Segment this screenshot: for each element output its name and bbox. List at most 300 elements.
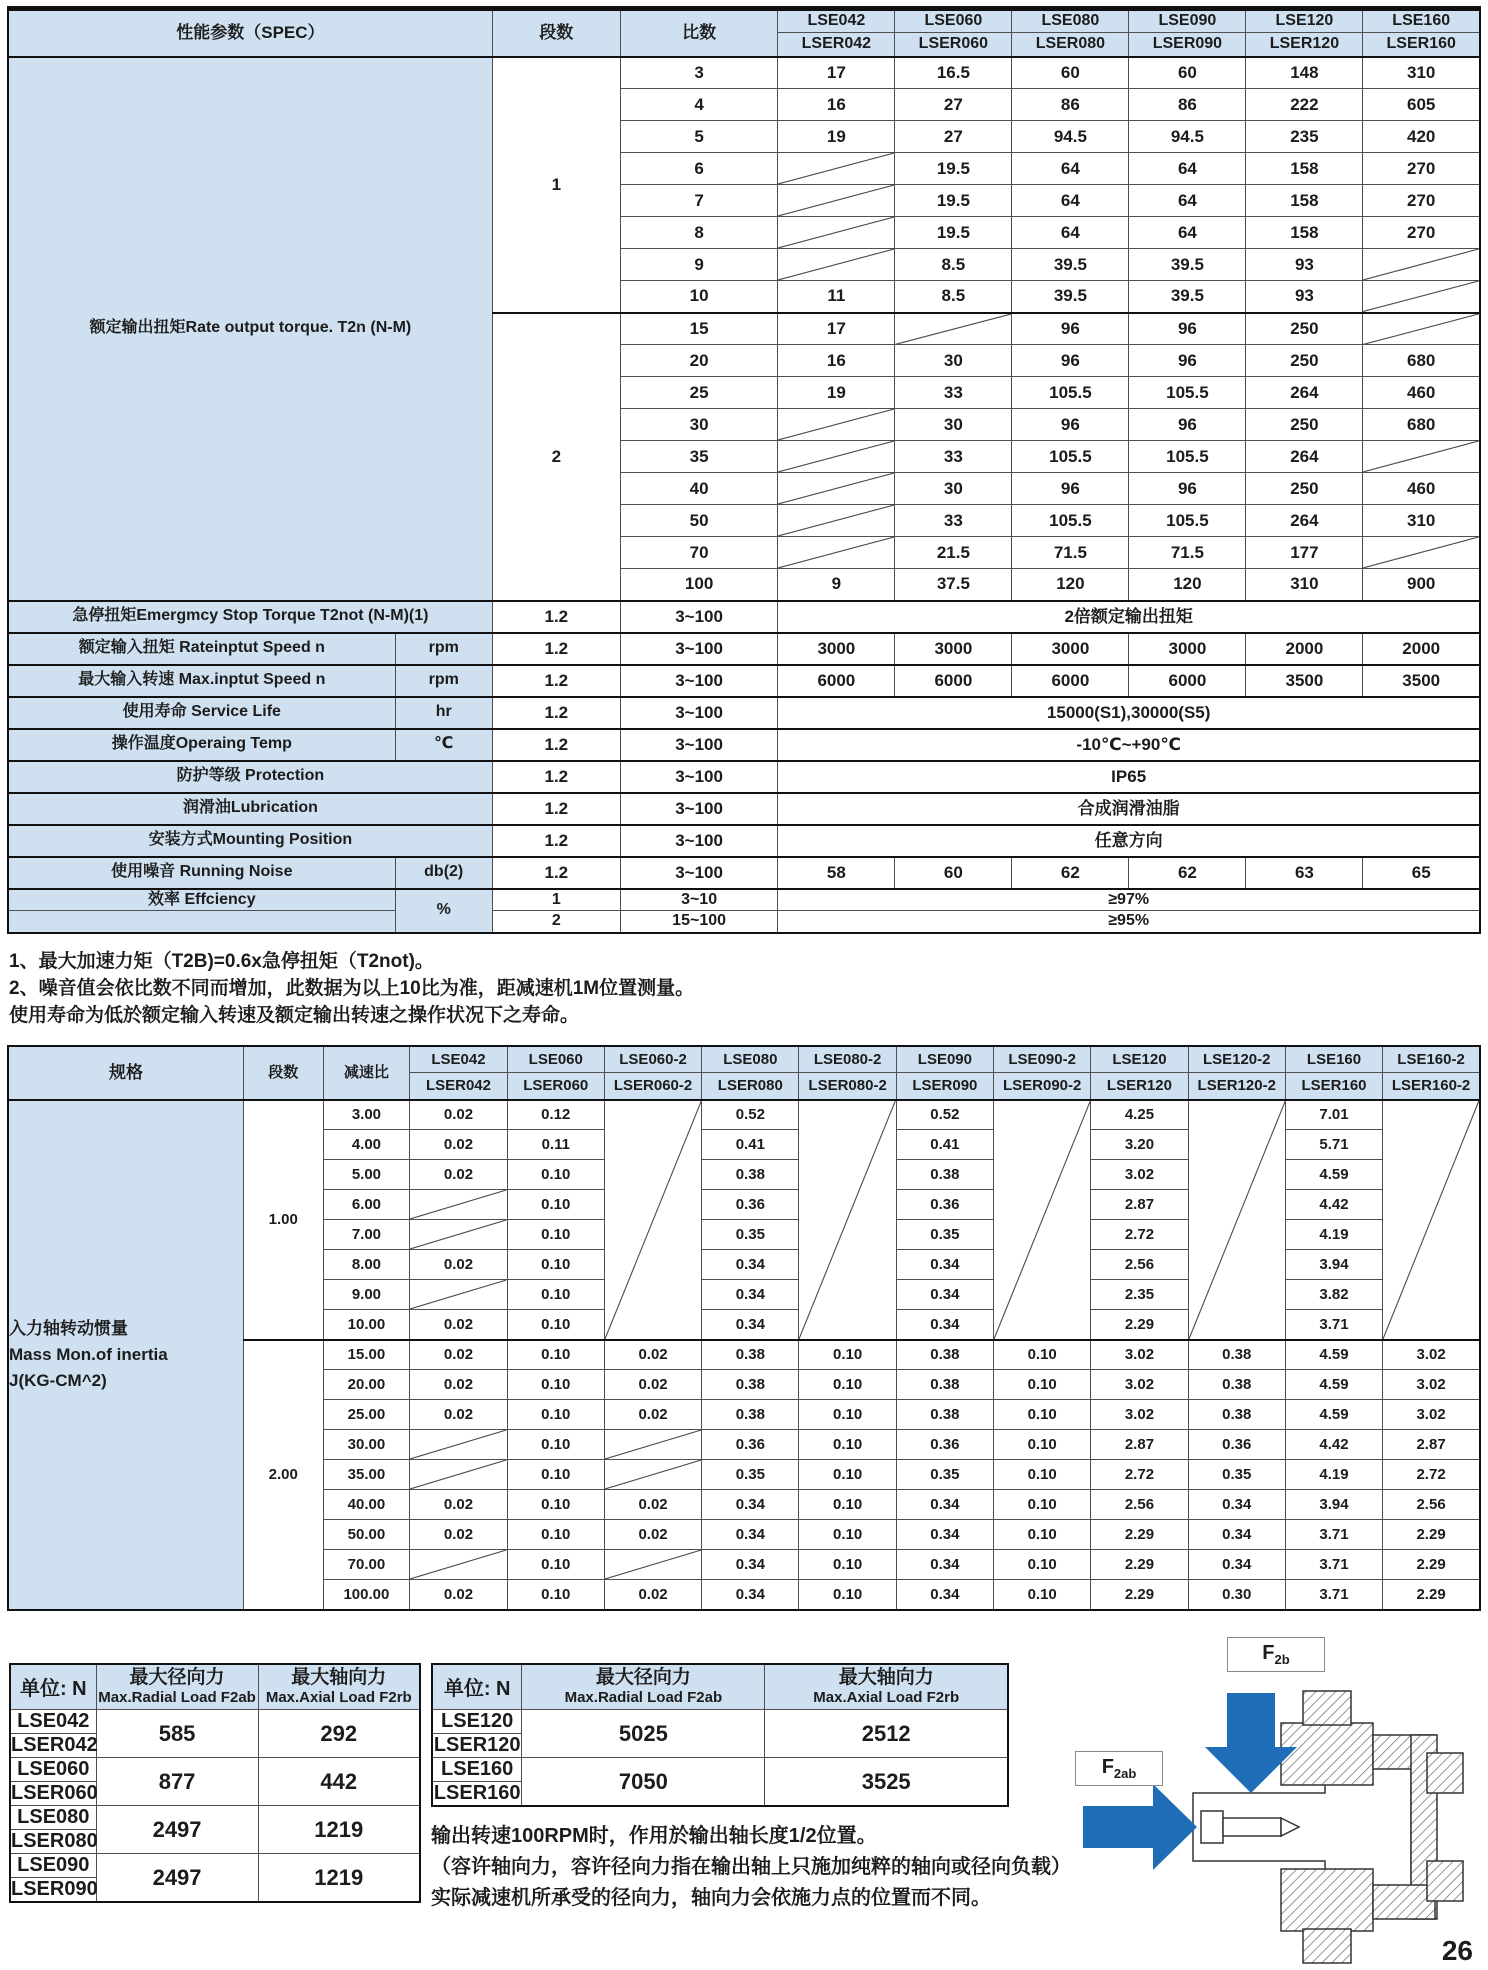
inertia-value: 0.10: [799, 1400, 896, 1430]
torque-value: 8.5: [895, 281, 1012, 313]
inertia-value: 0.38: [702, 1400, 799, 1430]
inertia-value: 0.34: [702, 1550, 799, 1580]
model-header: LSER080-2: [799, 1073, 896, 1100]
inertia-value: 2.87: [1383, 1430, 1480, 1460]
torque-value: 105.5: [1129, 441, 1246, 473]
torque-value: 158: [1246, 185, 1363, 217]
force-label-sub: 2ab: [1113, 1765, 1137, 1781]
torque-value: [1363, 313, 1480, 345]
header-en: Max.Radial Load F2ab: [564, 1689, 723, 1707]
inertia-value: 0.10: [507, 1430, 604, 1460]
load-table-small-frames: [9, 1663, 421, 1904]
ratio-value: 3~100: [620, 665, 778, 697]
torque-value: [1363, 537, 1480, 569]
page-number: 26: [1441, 1934, 1473, 1966]
inertia-value: 0.11: [507, 1130, 604, 1160]
inertia-value: 3.71: [1285, 1580, 1382, 1610]
span-value: -10℃~+90℃: [778, 729, 1480, 761]
load-section: [7, 1641, 1481, 1968]
torque-value: 310: [1363, 57, 1480, 89]
torque-value: 680: [1363, 409, 1480, 441]
inertia-value: [604, 1460, 701, 1490]
ratio-value: 7.00: [323, 1220, 410, 1250]
span-value: ≥97%: [778, 889, 1480, 911]
unit-header: 单位: N: [432, 1664, 522, 1710]
inertia-value: 0.02: [410, 1250, 507, 1280]
ratio-value: 20: [620, 345, 778, 377]
inertia-value: [1188, 1100, 1285, 1340]
inertia-value: 0.10: [799, 1550, 896, 1580]
model-header: LSE080: [702, 1046, 799, 1073]
ratio-value: 3~100: [620, 761, 778, 793]
torque-value: 16: [778, 345, 895, 377]
inertia-value: 3.71: [1285, 1310, 1382, 1340]
inertia-value: 2.29: [1091, 1520, 1188, 1550]
unit-cell: rpm: [395, 665, 492, 697]
inertia-value: 0.10: [799, 1340, 896, 1370]
torque-value: 39.5: [1129, 249, 1246, 281]
stage-value: 1.2: [492, 761, 620, 793]
model-label: LSER080: [11, 1830, 98, 1852]
ratio-value: 40: [620, 473, 778, 505]
inertia-value: 0.52: [702, 1100, 799, 1130]
torque-value: 37.5: [895, 569, 1012, 601]
inertia-value: 4.19: [1285, 1460, 1382, 1490]
inertia-value: 0.34: [702, 1580, 799, 1610]
inertia-value: [410, 1220, 507, 1250]
stage-header: 段数: [492, 9, 620, 57]
torque-value: 460: [1363, 473, 1480, 505]
inertia-value: 0.52: [896, 1100, 993, 1130]
ratio-value: 5.00: [323, 1160, 410, 1190]
inertia-table: [7, 1045, 1481, 1611]
torque-value: 310: [1246, 569, 1363, 601]
inertia-value: 3.71: [1285, 1520, 1382, 1550]
torque-value: 30: [895, 409, 1012, 441]
inertia-value: 4.25: [1091, 1100, 1188, 1130]
inertia-value: 0.38: [896, 1370, 993, 1400]
table-row: [8, 911, 1480, 933]
ratio-value: 10: [620, 281, 778, 313]
torque-value: 17: [778, 57, 895, 89]
axial-load-value: 2512: [765, 1710, 1008, 1758]
span-value: 2倍额定输出扭矩: [778, 601, 1480, 633]
inertia-value: 5.71: [1285, 1130, 1382, 1160]
header-row: [10, 1664, 420, 1710]
torque-value: 60: [1129, 57, 1246, 89]
stage-value: 1.00: [244, 1100, 323, 1340]
torque-value: 64: [1012, 153, 1129, 185]
unit-cell: %: [395, 889, 492, 933]
table-row: [8, 633, 1480, 665]
inertia-value: 0.02: [410, 1130, 507, 1160]
ratio-value: 3.00: [323, 1100, 410, 1130]
torque-value: 33: [895, 505, 1012, 537]
torque-value: 96: [1012, 473, 1129, 505]
header-zh: 最大轴向力: [838, 1667, 934, 1689]
header-zh: 最大径向力: [129, 1667, 225, 1689]
model-header: LSE060: [507, 1046, 604, 1073]
header-row: [8, 1046, 1480, 1073]
torque-value: [1363, 441, 1480, 473]
model-header: LSE120: [1246, 9, 1363, 33]
spec-value: 3000: [778, 633, 895, 665]
torque-value: [1363, 281, 1480, 313]
inertia-value: 0.38: [1188, 1340, 1285, 1370]
inertia-value: 4.42: [1285, 1430, 1382, 1460]
inertia-value: 3.02: [1091, 1340, 1188, 1370]
torque-value: 27: [895, 89, 1012, 121]
axial-force-arrow-icon: [1083, 1784, 1197, 1870]
spec-row-label: 润滑油Lubrication: [8, 793, 492, 825]
inertia-value: 2.87: [1091, 1430, 1188, 1460]
model-label: LSER090: [11, 1878, 98, 1900]
inertia-value: 2.29: [1383, 1580, 1480, 1610]
span-value: IP65: [778, 761, 1480, 793]
inertia-value: 4.59: [1285, 1400, 1382, 1430]
model-header: LSE090-2: [994, 1046, 1091, 1073]
table-row: [8, 729, 1480, 761]
model-label: LSE080: [10, 1806, 96, 1830]
inertia-value: 0.10: [507, 1250, 604, 1280]
stage-value: 1.2: [492, 633, 620, 665]
inertia-value: 4.59: [1285, 1160, 1382, 1190]
spec-value: 3000: [895, 633, 1012, 665]
torque-value: 64: [1129, 185, 1246, 217]
inertia-value: 2.35: [1091, 1280, 1188, 1310]
spec-value: 3500: [1246, 665, 1363, 697]
model-header: LSER160: [1363, 33, 1480, 57]
ratio-value: 35: [620, 441, 778, 473]
table-row: [10, 1710, 420, 1734]
torque-value: 94.5: [1129, 121, 1246, 153]
torque-value: 264: [1246, 377, 1363, 409]
inertia-value: 0.34: [702, 1310, 799, 1340]
inertia-value: 3.02: [1383, 1400, 1480, 1430]
torque-value: 19.5: [895, 185, 1012, 217]
ratio-value: 3: [620, 57, 778, 89]
inertia-value: 0.38: [1188, 1370, 1285, 1400]
model-header: LSE120: [1091, 1046, 1188, 1073]
inertia-value: 0.02: [410, 1370, 507, 1400]
spec-row-label: 急停扭矩Emergmcy Stop Torque T2not (N-M)(1): [8, 601, 492, 633]
inertia-value: 0.10: [799, 1580, 896, 1610]
model-header: LSER120-2: [1188, 1073, 1285, 1100]
span-value: ≥95%: [778, 911, 1480, 933]
torque-value: 11: [778, 281, 895, 313]
inertia-value: 0.34: [896, 1580, 993, 1610]
torque-value: [778, 185, 895, 217]
inertia-value: 0.34: [702, 1490, 799, 1520]
stage-value: 2: [492, 911, 620, 933]
spec-table: [7, 6, 1481, 934]
stage-value: 1: [492, 57, 620, 313]
inertia-value: 2.72: [1091, 1460, 1188, 1490]
load-note-line: 输出转速100RPM时，作用於输出轴长度1/2位置。: [431, 1824, 877, 1847]
header-en: Max.Radial Load F2ab: [98, 1689, 256, 1707]
torque-row-label: 额定输出扭矩Rate output torque. T2n (N-M): [8, 57, 492, 601]
inertia-value: [604, 1430, 701, 1460]
force-label-text: F: [1262, 1641, 1275, 1664]
inertia-value: [410, 1190, 507, 1220]
table-row: [8, 889, 1480, 911]
inertia-value: 0.10: [507, 1460, 604, 1490]
force-label-text: F: [1101, 1755, 1114, 1778]
inertia-value: 0.10: [994, 1550, 1091, 1580]
inertia-value: [604, 1100, 701, 1340]
ratio-value: 20.00: [323, 1370, 410, 1400]
table-row: [10, 1806, 420, 1830]
inertia-value: 0.34: [896, 1310, 993, 1340]
inertia-value: 0.02: [604, 1490, 701, 1520]
model-label: LSE090: [10, 1854, 96, 1878]
inertia-value: 3.94: [1285, 1250, 1382, 1280]
model-header: LSE080-2: [799, 1046, 896, 1073]
inertia-value: 0.36: [702, 1430, 799, 1460]
torque-value: [778, 473, 895, 505]
inertia-value: 7.01: [1285, 1100, 1382, 1130]
inertia-value: 0.38: [896, 1340, 993, 1370]
radial-load-value: 7050: [522, 1758, 765, 1807]
inertia-value: 3.20: [1091, 1130, 1188, 1160]
inertia-value: 0.10: [507, 1550, 604, 1580]
torque-value: [1363, 249, 1480, 281]
ratio-value: 25.00: [323, 1400, 410, 1430]
spec-value: 6000: [1012, 665, 1129, 697]
torque-value: 93: [1246, 281, 1363, 313]
model-header: LSER120: [1091, 1073, 1188, 1100]
torque-value: 86: [1012, 89, 1129, 121]
unit-cell: ℃: [395, 729, 492, 761]
inertia-value: 4.42: [1285, 1190, 1382, 1220]
ratio-value: 40.00: [323, 1490, 410, 1520]
span-value: 合成润滑油脂: [778, 793, 1480, 825]
torque-value: 94.5: [1012, 121, 1129, 153]
torque-value: 64: [1012, 217, 1129, 249]
model-label: LSE060: [10, 1758, 96, 1782]
model-label: LSER042: [11, 1734, 98, 1756]
torque-value: 19.5: [895, 153, 1012, 185]
torque-value: 222: [1246, 89, 1363, 121]
inertia-value: 0.02: [604, 1520, 701, 1550]
force-f2b-label: [1227, 1637, 1325, 1672]
torque-value: 105.5: [1012, 505, 1129, 537]
model-header: LSE160-2: [1383, 1046, 1480, 1073]
spec-row-label: 效率 Effciency: [8, 889, 395, 911]
inertia-value: 3.02: [1091, 1400, 1188, 1430]
inertia-value: 0.35: [896, 1220, 993, 1250]
inertia-value: 0.10: [507, 1340, 604, 1370]
ratio-value: 30.00: [323, 1430, 410, 1460]
inertia-value: 0.10: [507, 1370, 604, 1400]
ratio-header: 减速比: [323, 1046, 410, 1100]
torque-value: 250: [1246, 473, 1363, 505]
model-header: LSE042: [778, 9, 895, 33]
torque-value: 605: [1363, 89, 1480, 121]
inertia-value: 0.02: [604, 1400, 701, 1430]
axial-load-value: 3525: [765, 1758, 1008, 1807]
inertia-value: 0.41: [702, 1130, 799, 1160]
spec-row-label: [8, 911, 395, 933]
ratio-value: 30: [620, 409, 778, 441]
inertia-value: 2.72: [1091, 1220, 1188, 1250]
spec-value: 2000: [1363, 633, 1480, 665]
inertia-value: 0.34: [896, 1490, 993, 1520]
inertia-value: 0.10: [507, 1190, 604, 1220]
inertia-value: 0.36: [1188, 1430, 1285, 1460]
torque-value: 33: [895, 377, 1012, 409]
header-zh: 最大径向力: [595, 1667, 691, 1689]
torque-value: [778, 441, 895, 473]
torque-value: 64: [1129, 217, 1246, 249]
ratio-value: 70: [620, 537, 778, 569]
inertia-value: 0.02: [410, 1340, 507, 1370]
inertia-value: 0.36: [896, 1190, 993, 1220]
header-row: [8, 9, 1480, 33]
torque-value: 264: [1246, 505, 1363, 537]
torque-value: 33: [895, 441, 1012, 473]
spec-row-label: 防护等级 Protection: [8, 761, 492, 793]
inertia-value: 0.12: [507, 1100, 604, 1130]
inertia-label-line: 入力轴转动惯量: [9, 1318, 128, 1338]
torque-value: 39.5: [1129, 281, 1246, 313]
spec-value: 3000: [1012, 633, 1129, 665]
spec-row-label: 最大输入转速 Max.inptut Speed n: [8, 665, 395, 697]
inertia-value: 0.10: [994, 1400, 1091, 1430]
torque-value: 680: [1363, 345, 1480, 377]
load-table-large-frames: [431, 1663, 1009, 1808]
inertia-value: 0.10: [994, 1490, 1091, 1520]
torque-value: 96: [1129, 409, 1246, 441]
inertia-value: 0.41: [896, 1130, 993, 1160]
torque-value: 60: [1012, 57, 1129, 89]
span-value: 15000(S1),30000(S5): [778, 697, 1480, 729]
inertia-value: 0.36: [702, 1190, 799, 1220]
model-label: LSE042: [10, 1710, 96, 1734]
inertia-label-line: J(KG-CM^2): [9, 1370, 107, 1390]
torque-value: 158: [1246, 153, 1363, 185]
torque-value: 460: [1363, 377, 1480, 409]
inertia-value: 0.10: [507, 1490, 604, 1520]
spec-row-label: 使用寿命 Service Life: [8, 697, 395, 729]
torque-value: [778, 249, 895, 281]
stage-value: 1.2: [492, 601, 620, 633]
axial-load-header: [765, 1664, 1008, 1710]
inertia-value: 0.10: [507, 1280, 604, 1310]
stage-value: 2: [492, 313, 620, 601]
torque-value: 21.5: [895, 537, 1012, 569]
inertia-value: 0.02: [410, 1100, 507, 1130]
inertia-value: 4.59: [1285, 1340, 1382, 1370]
table-row: [8, 57, 1480, 89]
torque-value: [778, 153, 895, 185]
model-header: LSE160: [1363, 9, 1480, 33]
model-label: LSER120: [433, 1734, 521, 1756]
inertia-value: 0.02: [410, 1520, 507, 1550]
torque-value: 158: [1246, 217, 1363, 249]
spec-value: 6000: [895, 665, 1012, 697]
inertia-value: 0.35: [1188, 1460, 1285, 1490]
torque-value: 420: [1363, 121, 1480, 153]
torque-value: 86: [1129, 89, 1246, 121]
inertia-value: 0.34: [1188, 1490, 1285, 1520]
torque-value: 120: [1012, 569, 1129, 601]
torque-value: 9: [778, 569, 895, 601]
inertia-value: 0.02: [410, 1490, 507, 1520]
torque-value: 96: [1129, 313, 1246, 345]
table-row: [8, 601, 1480, 633]
inertia-value: 0.35: [702, 1220, 799, 1250]
model-header: LSER042: [410, 1073, 507, 1100]
torque-value: [895, 313, 1012, 345]
torque-value: 27: [895, 121, 1012, 153]
torque-value: 250: [1246, 313, 1363, 345]
note-line: 2、噪音值会依比数不同而增加，此数据为以上10比为准，距减速机1M位置测量。: [9, 977, 695, 999]
ratio-value: 3~100: [620, 633, 778, 665]
inertia-value: 2.72: [1383, 1460, 1480, 1490]
stage-header: 段数: [244, 1046, 323, 1100]
model-label: LSER160: [433, 1782, 521, 1804]
inertia-value: 0.02: [410, 1310, 507, 1340]
radial-load-header: [96, 1664, 258, 1710]
ratio-value: 6.00: [323, 1190, 410, 1220]
torque-value: 105.5: [1129, 505, 1246, 537]
torque-value: 105.5: [1012, 377, 1129, 409]
table-row: [8, 793, 1480, 825]
inertia-value: 0.38: [1188, 1400, 1285, 1430]
axial-load-value: 1219: [258, 1806, 420, 1854]
table-row: [432, 1758, 1008, 1782]
inertia-value: 4.59: [1285, 1370, 1382, 1400]
inertia-value: 0.35: [896, 1460, 993, 1490]
inertia-value: [994, 1100, 1091, 1340]
force-label-sub: 2b: [1274, 1651, 1290, 1667]
ratio-value: 8.00: [323, 1250, 410, 1280]
inertia-value: 0.34: [1188, 1550, 1285, 1580]
inertia-value: 2.29: [1091, 1580, 1188, 1610]
inertia-value: 0.02: [410, 1400, 507, 1430]
table-row: [10, 1758, 420, 1782]
inertia-value: [410, 1280, 507, 1310]
torque-value: 250: [1246, 409, 1363, 441]
model-header: LSE120-2: [1188, 1046, 1285, 1073]
inertia-value: 0.34: [702, 1520, 799, 1550]
spec-value: 3500: [1363, 665, 1480, 697]
header-en: Max.Axial Load F2rb: [813, 1689, 960, 1707]
torque-value: 120: [1129, 569, 1246, 601]
model-header: LSER090: [1129, 33, 1246, 57]
load-note-line: （容许轴向力，容许径向力指在输出轴上只施加纯粹的轴向或径向负载）: [431, 1855, 1071, 1878]
span-value: 任意方向: [778, 825, 1480, 857]
inertia-value: 0.02: [604, 1370, 701, 1400]
inertia-value: 0.02: [410, 1580, 507, 1610]
inertia-value: 0.10: [507, 1580, 604, 1610]
torque-value: 64: [1129, 153, 1246, 185]
torque-value: 250: [1246, 345, 1363, 377]
inertia-value: 0.34: [1188, 1520, 1285, 1550]
model-header: LSER080: [702, 1073, 799, 1100]
ratio-value: 35.00: [323, 1460, 410, 1490]
ratio-value: 50.00: [323, 1520, 410, 1550]
table-row: [432, 1710, 1008, 1734]
spec-value: 62: [1012, 857, 1129, 889]
spec-row-label: 操作温度Operaing Temp: [8, 729, 395, 761]
ratio-value: 15: [620, 313, 778, 345]
ratio-value: 100.00: [323, 1580, 410, 1610]
model-header: LSER090: [896, 1073, 993, 1100]
inertia-value: 0.10: [799, 1460, 896, 1490]
inertia-value: 0.02: [410, 1160, 507, 1190]
